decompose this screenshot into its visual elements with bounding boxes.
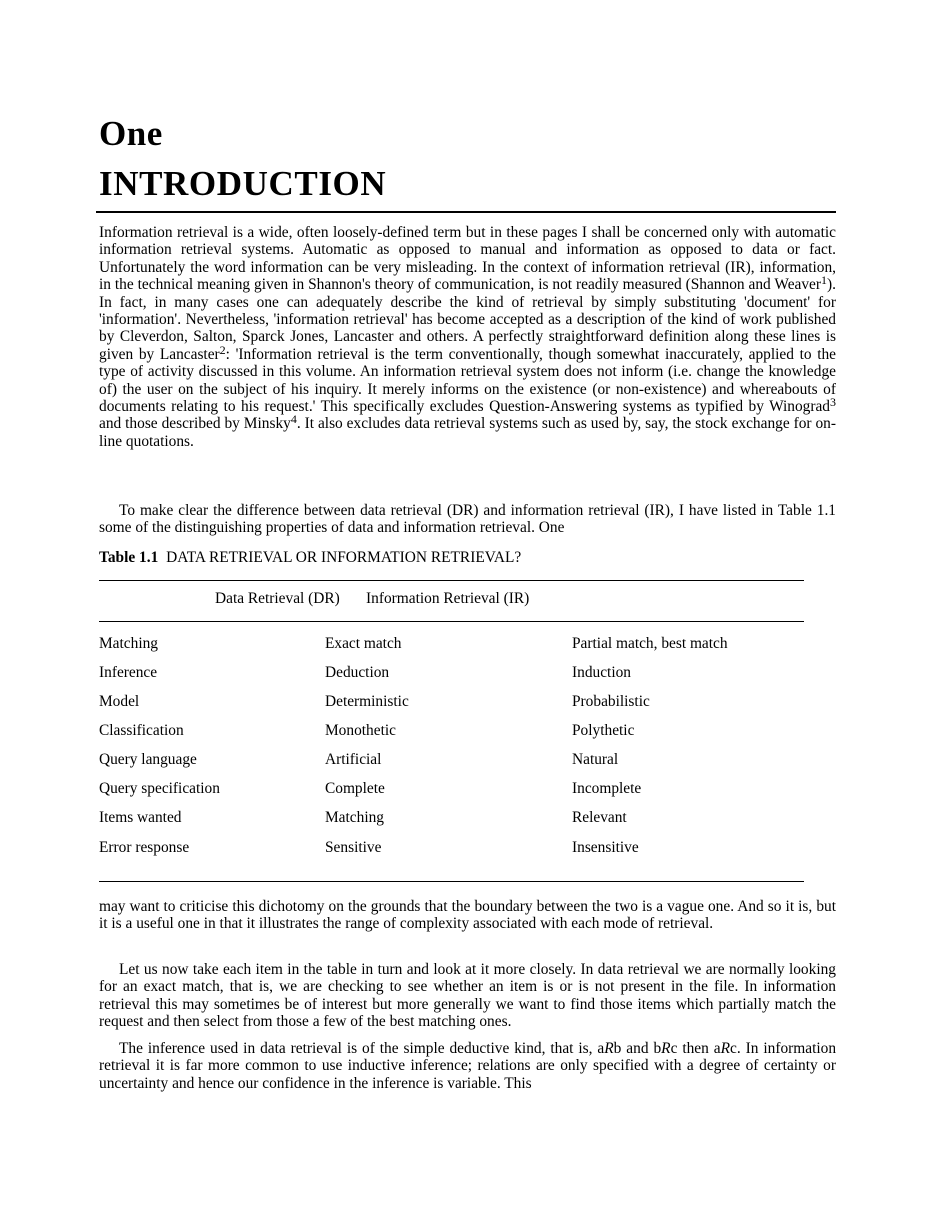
table-cell-property: Matching [99, 635, 158, 652]
table-cell-property: Query language [99, 751, 197, 768]
paragraph-matching: Let us now take each item in the table in turn and look at it more closely. In data retrieval we are normally looking for an exact match, that is, we are checking to see whether an item is or is not present in the file. In information retrieval this may sometimes be of interest but more generally we want to find those items which partially match the request and then select from those a few of the best matching ones. [99, 961, 836, 1031]
table-cell-dr: Sensitive [325, 839, 382, 856]
table-row [99, 807, 836, 829]
table-caption [99, 549, 521, 567]
footnote-ref[interactable]: 3 [830, 395, 836, 410]
footnote-ref[interactable]: 4 [290, 412, 297, 427]
table-cell-property: Inference [99, 664, 158, 681]
table-cell-dr: Exact match [325, 635, 402, 652]
paragraph-dichotomy: may want to criticise this dichotomy on the grounds that the boundary between the two is a vague one. And so it is, but it is a useful one in that it illustrates the range of complexity associated with each mode of retrieval. [99, 898, 836, 933]
table-cell-dr: Artificial [325, 751, 382, 768]
table-cell-ir: Natural [572, 751, 619, 768]
table-row [99, 633, 836, 655]
column-header-ir: Information Retrieval (IR) [366, 590, 530, 607]
table-cell-property: Model [99, 693, 140, 710]
table-cell-ir: Relevant [572, 809, 627, 826]
table-cell-ir: Induction [572, 664, 631, 681]
table-cell-dr: Deduction [325, 664, 390, 681]
table-row [99, 778, 836, 800]
table-cell-dr: Matching [325, 809, 384, 826]
chapter-title: INTRODUCTION [99, 164, 387, 203]
table-cell-dr: Monothetic [325, 722, 396, 739]
chapter-number: One [99, 114, 163, 153]
table-cell-ir: Polythetic [572, 722, 635, 739]
table-row [99, 749, 836, 771]
table-label: Table 1.1 [99, 549, 159, 566]
paragraph-table-intro: To make clear the difference between data retrieval (DR) and information retrieval (IR), I have listed in Table 1.1 some of the distinguishing properties of data and information retrieval. One [99, 502, 836, 537]
table-row [99, 837, 836, 859]
paragraph-inference: The inference used in data retrieval is of the simple deductive kind, that is, aRb and bRc then aRc. In information retrieval it is far more common to use inductive inference; relations are only specified with a degree of certainty or uncertainty and hence our confidence in the inference is variable. This [99, 1040, 837, 1092]
table-cell-property: Query specification [99, 780, 220, 797]
column-header-dr: Data Retrieval (DR) [215, 590, 340, 607]
table-cell-ir: Insensitive [572, 839, 639, 856]
table-row [99, 662, 836, 684]
table-title: DATA RETRIEVAL OR INFORMATION RETRIEVAL? [166, 549, 522, 566]
table-row [99, 720, 836, 742]
table-cell-property: Items wanted [99, 809, 182, 826]
footnote-ref[interactable]: 2 [219, 342, 226, 357]
table-cell-property: Classification [99, 722, 184, 739]
table-cell-dr: Deterministic [325, 693, 409, 710]
table-rule-header [99, 621, 804, 622]
table-rule-top [99, 580, 804, 581]
title-rule [96, 211, 836, 213]
table-rule-bottom [99, 881, 804, 882]
table-cell-dr: Complete [325, 780, 385, 797]
paragraph-intro: Information retrieval is a wide, often loosely-defined term but in these pages I shall be concerned only with automatic information retrieval systems. Automatic as opposed to manual and information as opposed to data or fact. Unfortunately the word information can be very misleading. In the context of information retrieval (IR), information, in the technical meaning given in Shannon's theory of communication, is not readily measured (Shannon and Weaver$^1$). In fact, in many cases one can adequately describe the kind of retrieval by simply substituting 'document' for 'information'. Nevertheless, 'information retrieval' has become accepted as a description of the kind of work published by Cleverdon, Salton, Sparck Jones, Lancaster and others. A perfectly straightforward definition along these lines is given by Lancaster$^2$: 'Information retrieval is the term conventionally, though somewhat inaccurately, applied to the type of activity discussed in this volume. An information retrieval system does not inform (i.e. change the knowledge of) the user on the subject of his inquiry. It merely informs on the existence (or non-existence) and whereabouts of documents relating to his request.' This specifically excludes Question-Answering systems as typified by Winograd$^3$ and those described by Minsky$^4$. It also excludes data retrieval systems such as used by, say, the stock exchange for on-line quotations. [99, 224, 836, 450]
footnote-ref[interactable]: 1 [821, 273, 828, 288]
table-row [99, 691, 836, 713]
table-cell-ir: Partial match, best match [572, 635, 728, 652]
table-cell-ir: Incomplete [572, 780, 642, 797]
table-cell-property: Error response [99, 839, 190, 856]
table-cell-ir: Probabilistic [572, 693, 650, 710]
